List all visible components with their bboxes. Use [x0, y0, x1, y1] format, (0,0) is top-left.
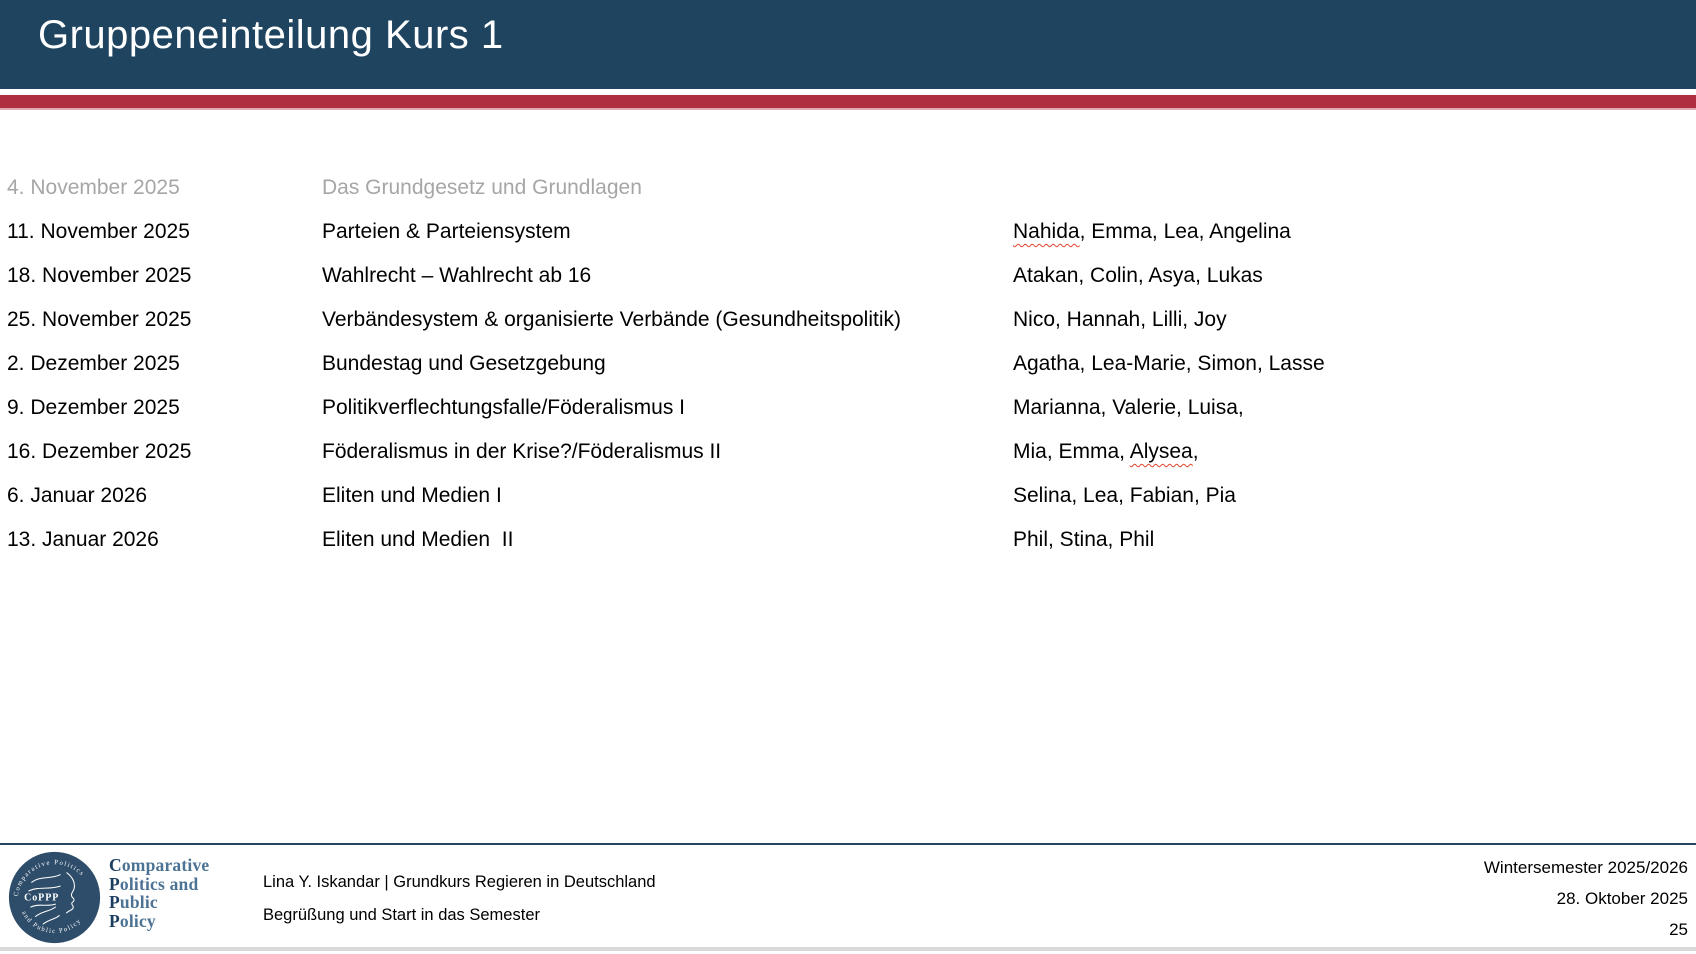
- session-names: [1013, 440, 1689, 464]
- session-date: 2. Dezember 2025: [7, 352, 180, 375]
- bottom-band: [0, 947, 1696, 951]
- name-text: Atakan, Colin, Asya, Lukas: [1013, 264, 1263, 287]
- wordmark-line: Politics and: [109, 873, 199, 894]
- schedule-row: [7, 518, 1689, 562]
- footer-course-block: [263, 874, 656, 924]
- slide-header-bar: [0, 0, 1696, 89]
- session-topic: Eliten und Medien II: [322, 528, 514, 551]
- svg-text:CoPPP: CoPPP: [24, 892, 60, 904]
- session-date: 25. November 2025: [7, 308, 192, 331]
- session-names: [1013, 352, 1689, 376]
- coppp-logo-seal: [7, 850, 102, 945]
- name-text: Phil, Stina, Phil: [1013, 528, 1155, 551]
- session-names: [1013, 264, 1689, 288]
- schedule-row: [7, 298, 1689, 342]
- accent-stripe: [0, 95, 1696, 110]
- schedule-row: [7, 342, 1689, 386]
- name-text: Mia, Emma,: [1013, 440, 1130, 463]
- session-topic: Das Grundgesetz und Grundlagen: [322, 176, 642, 199]
- name-text: Agatha, Lea-Marie, Simon, Lasse: [1013, 352, 1325, 375]
- schedule-row: [7, 430, 1689, 474]
- wordmark-line: Comparative: [109, 855, 210, 875]
- session-topic: Wahlrecht – Wahlrecht ab 16: [322, 264, 592, 287]
- session-names: [1013, 396, 1689, 420]
- name-misspelled: Alysea: [1129, 440, 1193, 463]
- session-date: 16. Dezember 2025: [7, 440, 192, 463]
- page-number: 25: [1669, 920, 1688, 939]
- schedule-row: [7, 210, 1689, 254]
- session-names: [1013, 220, 1689, 244]
- slide-title: Gruppeneinteilung Kurs 1: [38, 13, 504, 57]
- schedule-row: [7, 386, 1689, 430]
- svg-text:Comparative Politics: Comparative Politics: [12, 859, 86, 898]
- name-misspelled: Nahida: [1013, 220, 1080, 243]
- session-topic: Föderalismus in der Krise?/Föderalismus II: [322, 440, 722, 463]
- wordmark-line: Policy: [109, 910, 156, 931]
- name-text: ,: [1192, 440, 1199, 463]
- session-date: 6. Januar 2026: [7, 484, 148, 507]
- coppp-seal-icon: [7, 850, 102, 945]
- schedule-row: [7, 474, 1689, 518]
- session-names: [1013, 484, 1689, 508]
- name-text: Marianna, Valerie, Luisa,: [1013, 396, 1244, 419]
- session-topic: Eliten und Medien I: [322, 484, 502, 507]
- session-date: 18. November 2025: [7, 264, 192, 287]
- schedule-row: [7, 166, 1689, 210]
- session-topic: Politikverflechtungsfalle/Föderalismus I: [322, 396, 685, 419]
- footer-divider: [0, 843, 1696, 845]
- schedule-row: [7, 254, 1689, 298]
- coppp-wordmark: [109, 856, 209, 930]
- session-topic: Bundestag und Gesetzgebung: [322, 352, 606, 375]
- footer-course-line: Lina Y. Iskandar | Grundkurs Regieren in Deutschland: [263, 873, 656, 891]
- svg-text:and Public Policy: and Public Policy: [20, 909, 84, 935]
- session-topic: Parteien & Parteiensystem: [322, 220, 571, 243]
- session-topic: Verbändesystem & organisierte Verbände (Gesundheitspolitik): [322, 308, 901, 331]
- footer-date: 28. Oktober 2025: [1556, 889, 1688, 908]
- footer-semester: Wintersemester 2025/2026: [1483, 858, 1688, 877]
- session-names: [1013, 308, 1689, 332]
- footer-lecture-line: Begrüßung und Start in das Semester: [263, 906, 540, 924]
- wordmark-line: Public: [109, 892, 158, 912]
- name-text: Selina, Lea, Fabian, Pia: [1013, 484, 1236, 507]
- name-text: Nico, Hannah, Lilli, Joy: [1013, 308, 1227, 331]
- session-date: 4. November 2025: [7, 176, 180, 199]
- schedule-table: [7, 166, 1689, 562]
- session-date: 13. Januar 2026: [7, 528, 159, 551]
- footer-meta-block: [1484, 852, 1688, 945]
- session-names: [1013, 528, 1689, 552]
- name-text: , Emma, Lea, Angelina: [1079, 220, 1291, 243]
- session-date: 11. November 2025: [7, 220, 190, 243]
- session-date: 9. Dezember 2025: [7, 396, 180, 419]
